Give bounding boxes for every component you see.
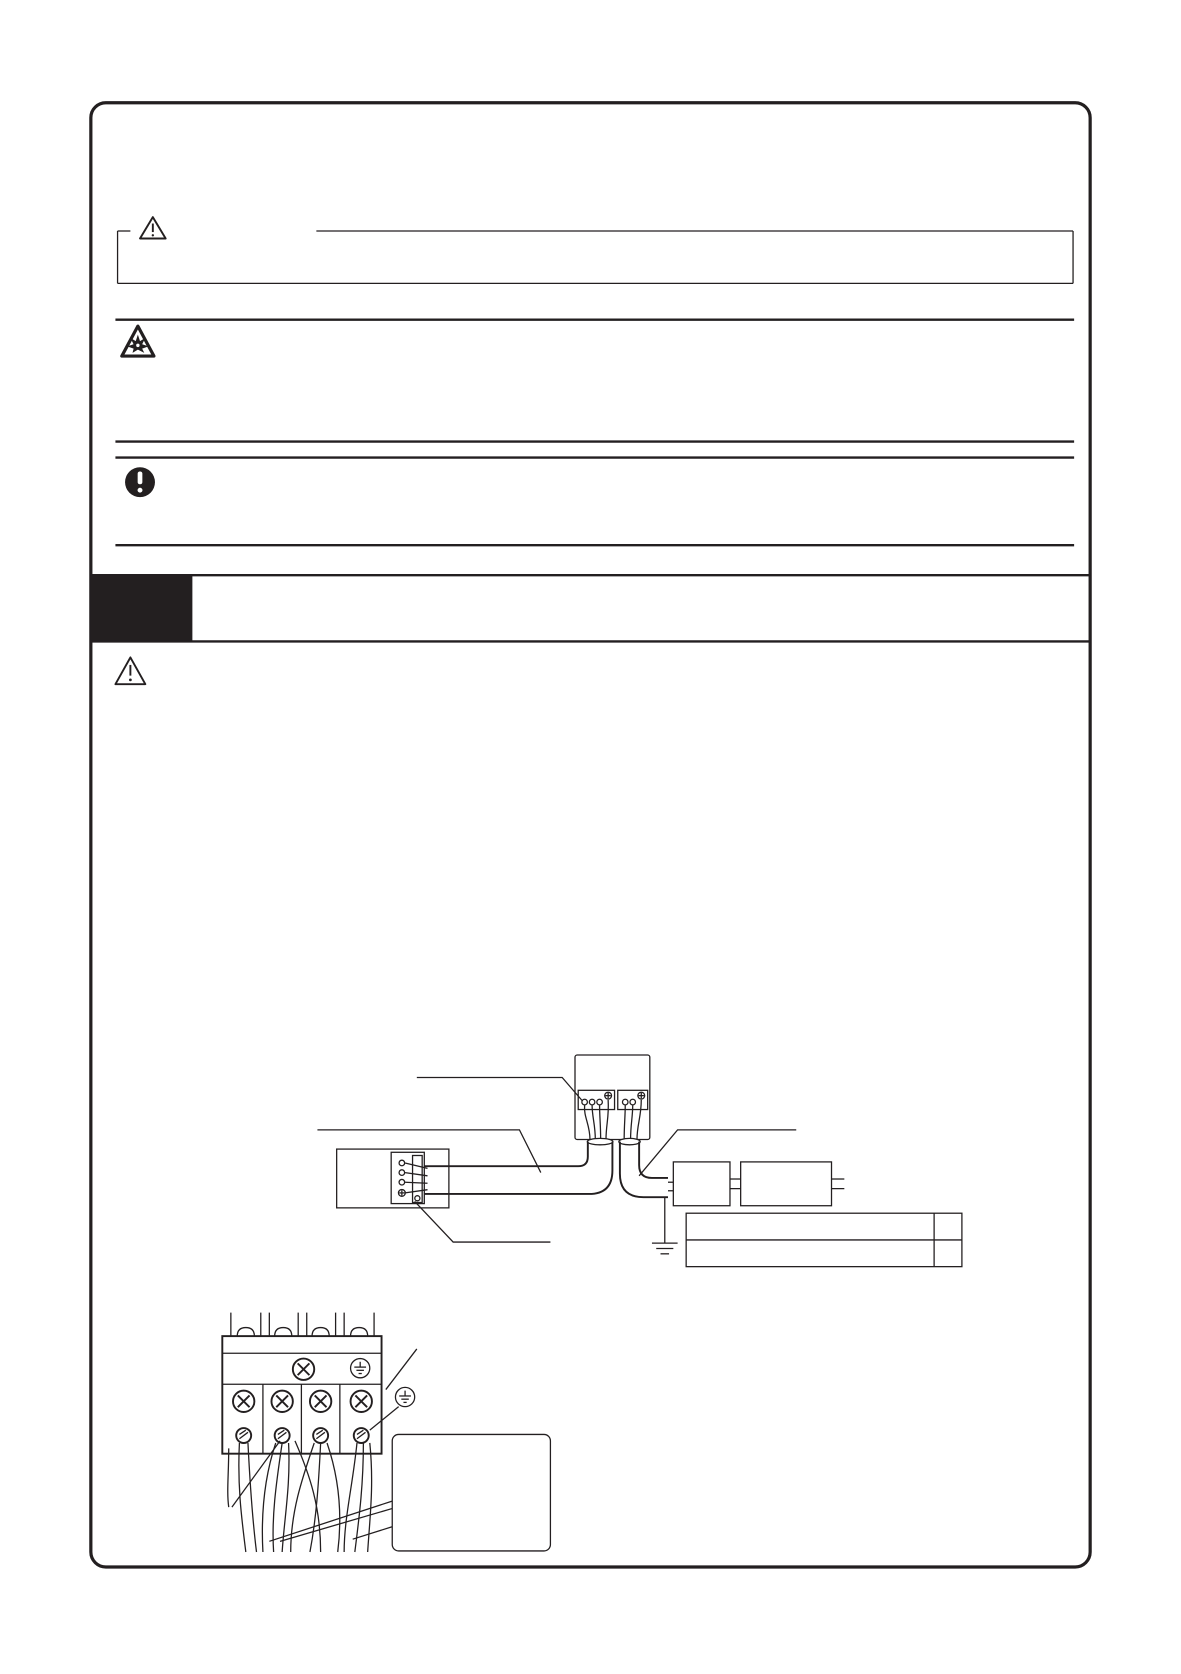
leader-line [280,1508,393,1541]
terminal-housing-top [231,1313,374,1337]
warning-triangle-icon [140,217,166,238]
screw-terminal-icon [351,1391,372,1412]
screw-terminal-icon [233,1391,254,1412]
leader-line [353,1526,394,1539]
terminal-diagram [222,1313,550,1552]
earth-terminal-icon [351,1359,370,1378]
leader-line [417,1077,583,1101]
explosion-hazard-icon [122,326,154,356]
earth-terminal-icon [395,1387,414,1406]
section-header [91,575,1090,641]
mandatory-action-icon [125,467,155,497]
leader-line [386,1349,417,1390]
screw-terminal-icon [310,1391,331,1412]
wire-clamp-icon [354,1428,369,1443]
caution-box [118,217,1073,283]
wiring-diagram [317,1055,961,1267]
outdoor-unit [575,1055,650,1139]
wire-clamp-icon [275,1428,290,1443]
wire-clamp-icon [313,1428,328,1443]
warning-triangle-icon [115,657,145,684]
power-supply-box [741,1162,832,1206]
screw-terminal-icon [271,1391,292,1412]
callout-box [392,1434,550,1550]
breaker-icon [673,1162,730,1206]
spec-table [686,1213,962,1266]
connecting-cable [449,1138,613,1194]
terminal-block-icon [391,1152,427,1203]
section-number-block [91,575,193,641]
terminal-block-icon [578,1090,614,1109]
screw-terminal-icon [293,1359,314,1380]
indoor-unit [337,1149,449,1208]
leader-line [269,1501,393,1542]
wire-clamp-icon [236,1428,251,1443]
